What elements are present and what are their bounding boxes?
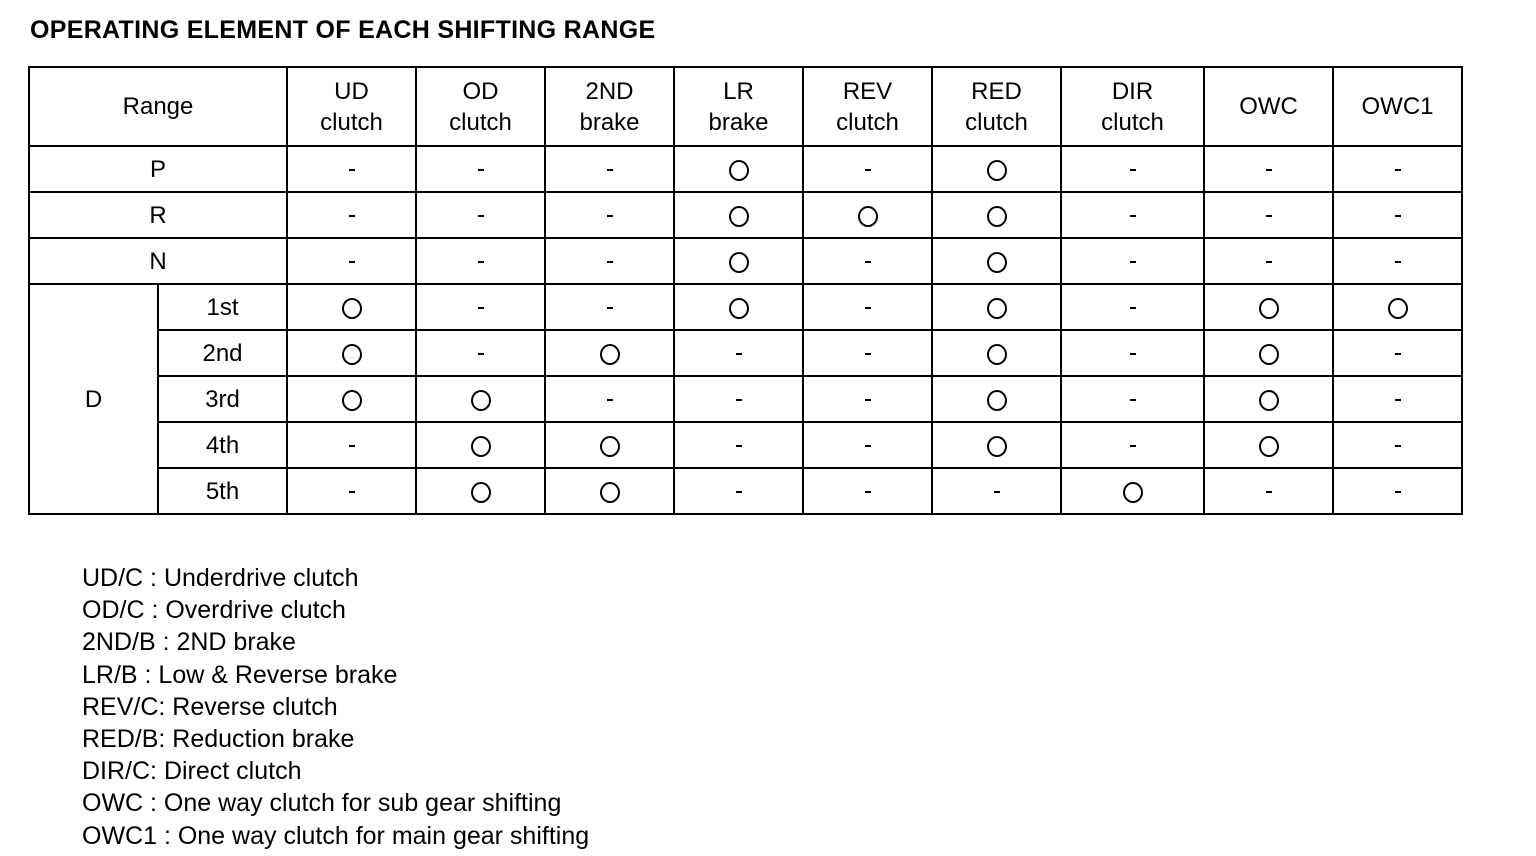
element-cell (1061, 284, 1204, 330)
element-cell (416, 468, 545, 514)
not-engaged-mark (1266, 261, 1272, 263)
not-engaged-mark (1130, 169, 1136, 171)
element-cell (1204, 422, 1333, 468)
engaged-mark (1259, 436, 1279, 457)
element-cell (545, 146, 674, 192)
not-engaged-mark (478, 215, 484, 217)
engaged-mark (471, 390, 491, 411)
element-cell (932, 192, 1061, 238)
element-cell (932, 146, 1061, 192)
element-cell (1061, 376, 1204, 422)
element-cell (803, 422, 932, 468)
not-engaged-mark (478, 307, 484, 309)
element-cell (1061, 468, 1204, 514)
element-cell (545, 376, 674, 422)
not-engaged-mark (736, 353, 742, 355)
column-header-ud: UD clutch (287, 67, 416, 146)
not-engaged-mark (607, 261, 613, 263)
not-engaged-mark (865, 353, 871, 355)
range-label: N (29, 238, 287, 284)
element-cell (674, 146, 803, 192)
not-engaged-mark (1266, 169, 1272, 171)
element-cell (1333, 238, 1462, 284)
element-cell (803, 330, 932, 376)
not-engaged-mark (349, 445, 355, 447)
engaged-mark (987, 436, 1007, 457)
not-engaged-mark (349, 169, 355, 171)
not-engaged-mark (736, 491, 742, 493)
element-cell (1061, 192, 1204, 238)
element-cell (1061, 238, 1204, 284)
column-header-owc1: OWC1 (1333, 67, 1462, 146)
element-cell (932, 422, 1061, 468)
not-engaged-mark (1395, 261, 1401, 263)
not-engaged-mark (349, 215, 355, 217)
page-title: OPERATING ELEMENT OF EACH SHIFTING RANGE (30, 16, 656, 44)
engaged-mark (729, 252, 749, 273)
element-cell (545, 238, 674, 284)
not-engaged-mark (865, 307, 871, 309)
element-cell (674, 376, 803, 422)
element-cell (803, 284, 932, 330)
not-engaged-mark (349, 261, 355, 263)
gear-label: 3rd (158, 376, 287, 422)
not-engaged-mark (1395, 445, 1401, 447)
legend-item: REV/C: Reverse clutch (82, 692, 338, 721)
table-row (29, 238, 1462, 284)
engaged-mark (1259, 390, 1279, 411)
not-engaged-mark (1395, 491, 1401, 493)
not-engaged-mark (1130, 399, 1136, 401)
engaged-mark (729, 206, 749, 227)
element-cell (1333, 192, 1462, 238)
legend-item: DIR/C: Direct clutch (82, 757, 302, 786)
not-engaged-mark (1130, 307, 1136, 309)
operating-element-table (28, 66, 1463, 515)
engaged-mark (1123, 482, 1143, 503)
engaged-mark (1259, 344, 1279, 365)
element-cell (803, 238, 932, 284)
element-cell (1061, 146, 1204, 192)
element-cell (932, 238, 1061, 284)
not-engaged-mark (865, 491, 871, 493)
not-engaged-mark (1266, 491, 1272, 493)
legend-item: OD/C : Overdrive clutch (82, 596, 346, 625)
engaged-mark (858, 206, 878, 227)
element-cell (545, 284, 674, 330)
not-engaged-mark (1395, 215, 1401, 217)
engaged-mark (987, 206, 1007, 227)
element-cell (932, 376, 1061, 422)
not-engaged-mark (349, 491, 355, 493)
element-cell (674, 422, 803, 468)
engaged-mark (471, 436, 491, 457)
gear-label: 1st (158, 284, 287, 330)
column-header-rev: REV clutch (803, 67, 932, 146)
element-cell (1061, 330, 1204, 376)
element-cell (1333, 422, 1462, 468)
element-cell (287, 376, 416, 422)
element-cell (545, 192, 674, 238)
legend-item: OWC1 : One way clutch for main gear shifting (82, 821, 590, 850)
engaged-mark (729, 298, 749, 319)
element-cell (287, 284, 416, 330)
element-cell (287, 422, 416, 468)
column-header-2nd: 2ND brake (545, 67, 674, 146)
gear-label: 5th (158, 468, 287, 514)
engaged-mark (987, 298, 1007, 319)
element-cell (1061, 422, 1204, 468)
not-engaged-mark (478, 169, 484, 171)
element-cell (803, 376, 932, 422)
engaged-mark (600, 436, 620, 457)
engaged-mark (471, 482, 491, 503)
element-cell (1333, 330, 1462, 376)
element-cell (416, 284, 545, 330)
not-engaged-mark (1130, 261, 1136, 263)
column-header-lr: LR brake (674, 67, 803, 146)
engaged-mark (1259, 298, 1279, 319)
element-cell (287, 330, 416, 376)
element-cell (674, 468, 803, 514)
table-row (29, 330, 1462, 376)
table-row (29, 284, 1462, 330)
element-cell (803, 146, 932, 192)
table-row (29, 376, 1462, 422)
legend-item: OWC : One way clutch for sub gear shifting (82, 789, 562, 818)
column-header-dir: DIR clutch (1061, 67, 1204, 146)
engaged-mark (342, 298, 362, 319)
element-cell (416, 238, 545, 284)
not-engaged-mark (1395, 399, 1401, 401)
engaged-mark (342, 390, 362, 411)
element-cell (1204, 468, 1333, 514)
not-engaged-mark (736, 445, 742, 447)
element-cell (932, 468, 1061, 514)
element-cell (1204, 376, 1333, 422)
not-engaged-mark (1266, 215, 1272, 217)
not-engaged-mark (607, 169, 613, 171)
not-engaged-mark (994, 491, 1000, 493)
element-cell (674, 284, 803, 330)
not-engaged-mark (1130, 215, 1136, 217)
element-cell (803, 192, 932, 238)
engaged-mark (1388, 298, 1408, 319)
element-cell (287, 468, 416, 514)
not-engaged-mark (736, 399, 742, 401)
engaged-mark (987, 160, 1007, 181)
gear-label: 2nd (158, 330, 287, 376)
element-cell (1333, 376, 1462, 422)
not-engaged-mark (1395, 353, 1401, 355)
not-engaged-mark (865, 261, 871, 263)
element-cell (932, 330, 1061, 376)
element-cell (1333, 284, 1462, 330)
gear-label: 4th (158, 422, 287, 468)
engaged-mark (600, 344, 620, 365)
table-header-row (29, 67, 1462, 146)
element-cell (1333, 146, 1462, 192)
engaged-mark (987, 344, 1007, 365)
table-row (29, 146, 1462, 192)
element-cell (287, 238, 416, 284)
element-cell (416, 376, 545, 422)
abbreviation-legend (82, 562, 589, 852)
element-cell (1204, 192, 1333, 238)
not-engaged-mark (478, 353, 484, 355)
range-label: R (29, 192, 287, 238)
column-header-od: OD clutch (416, 67, 545, 146)
not-engaged-mark (865, 399, 871, 401)
not-engaged-mark (607, 399, 613, 401)
not-engaged-mark (1395, 169, 1401, 171)
engaged-mark (987, 390, 1007, 411)
element-cell (932, 284, 1061, 330)
legend-item: LR/B : Low & Reverse brake (82, 660, 398, 689)
not-engaged-mark (1130, 353, 1136, 355)
element-cell (287, 146, 416, 192)
element-cell (1333, 468, 1462, 514)
column-header-owc: OWC (1204, 67, 1333, 146)
not-engaged-mark (607, 307, 613, 309)
not-engaged-mark (1130, 445, 1136, 447)
range-label-d: D (29, 284, 158, 514)
element-cell (287, 192, 416, 238)
engaged-mark (987, 252, 1007, 273)
element-cell (416, 192, 545, 238)
element-cell (1204, 146, 1333, 192)
not-engaged-mark (478, 261, 484, 263)
element-cell (674, 330, 803, 376)
element-cell (1204, 284, 1333, 330)
not-engaged-mark (865, 169, 871, 171)
element-cell (545, 468, 674, 514)
element-cell (416, 330, 545, 376)
element-cell (416, 146, 545, 192)
element-cell (803, 468, 932, 514)
table-row (29, 192, 1462, 238)
legend-item: 2ND/B : 2ND brake (82, 628, 296, 657)
legend-item: UD/C : Underdrive clutch (82, 564, 359, 592)
engaged-mark (729, 160, 749, 181)
element-cell (674, 192, 803, 238)
element-cell (1204, 238, 1333, 284)
legend-item: RED/B: Reduction brake (82, 725, 355, 754)
not-engaged-mark (607, 215, 613, 217)
not-engaged-mark (865, 445, 871, 447)
table-row (29, 422, 1462, 468)
element-cell (545, 422, 674, 468)
engaged-mark (342, 344, 362, 365)
element-cell (416, 422, 545, 468)
table-row (29, 468, 1462, 514)
column-header-red: RED clutch (932, 67, 1061, 146)
element-cell (545, 330, 674, 376)
element-cell (674, 238, 803, 284)
range-label: P (29, 146, 287, 192)
engaged-mark (600, 482, 620, 503)
element-cell (1204, 330, 1333, 376)
range-header: Range (29, 67, 287, 146)
